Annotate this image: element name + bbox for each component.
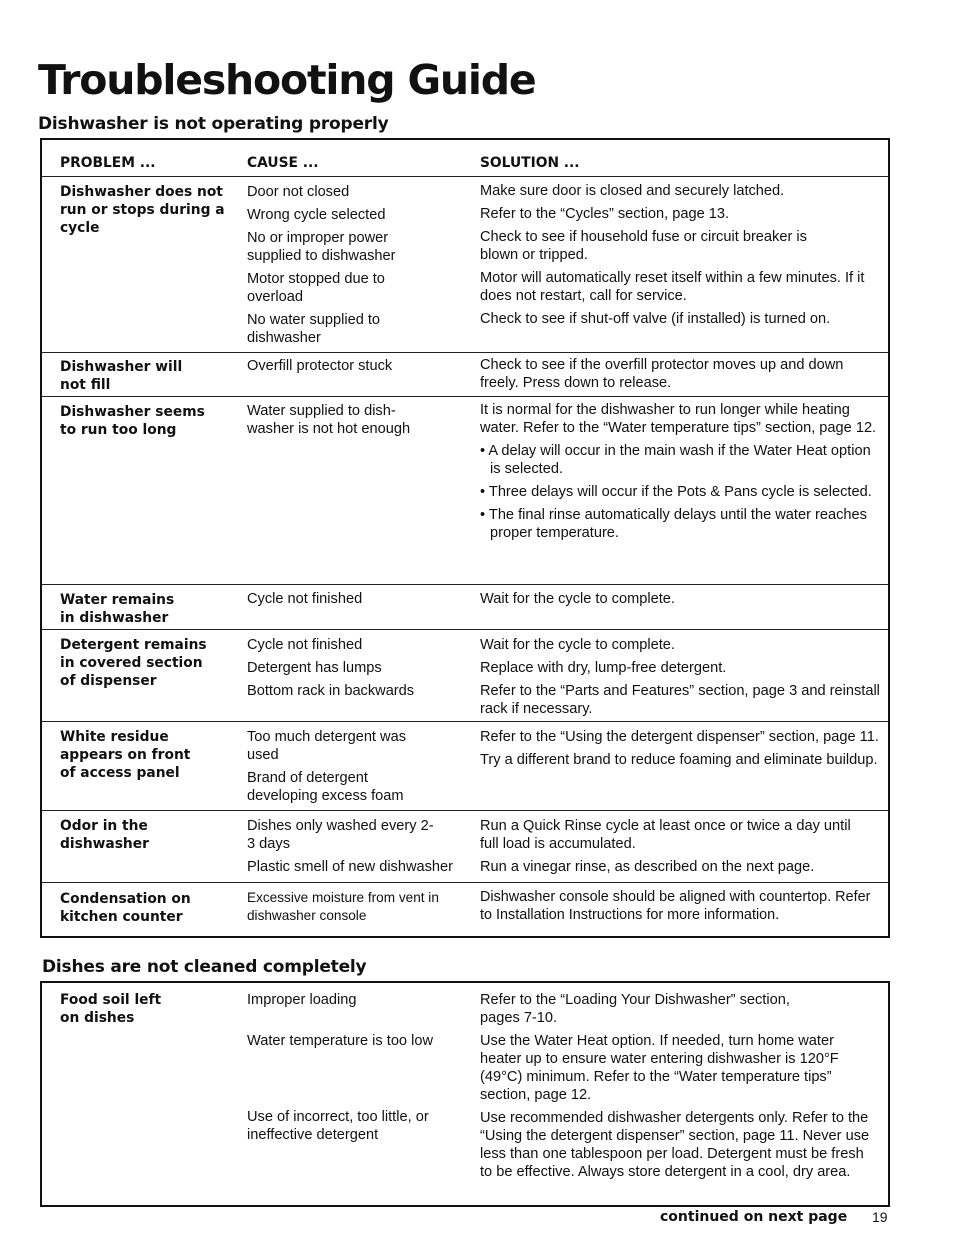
cause-item: Use of incorrect, too little, or ineffective detergent — [247, 1109, 429, 1143]
solution-item: Refer to the “Cycles” section, page 13. — [480, 206, 730, 222]
problem-text: Dishwasher does not run or stops during a cycle — [60, 184, 225, 236]
solution-bullet: • A delay will occur in the main wash if the Water Heat option is selected. — [480, 443, 871, 477]
cause-item: Brand of detergent developing excess foam — [247, 770, 404, 804]
solution-list — [480, 728, 880, 774]
table-row — [42, 721, 888, 810]
solution-list — [480, 182, 880, 333]
cause-list — [247, 991, 472, 1144]
solution-item: Check to see if the overfill protector moves up and down freely. Press down to release. — [480, 357, 844, 391]
problem-text: Dishwasher seems to run too long — [60, 404, 205, 438]
continued-note: continued on next page — [660, 1209, 848, 1225]
table-row — [42, 983, 888, 1203]
solution-item: Run a vinegar rinse, as described on the next page. — [480, 859, 815, 875]
solution-item: Wait for the cycle to complete. — [480, 591, 675, 607]
solution-item: Motor will automatically reset itself within a few minutes. If it does not restart, call for service. — [480, 270, 865, 304]
table-header-row — [42, 154, 888, 178]
header-solution: SOLUTION ... — [480, 155, 580, 171]
cause-item: Bottom rack in backwards — [247, 683, 415, 699]
cause-item: Cycle not finished — [247, 637, 363, 653]
cause-item: Too much detergent was used — [247, 729, 406, 763]
page-number: 19 — [872, 1209, 888, 1225]
solution-item: Replace with dry, lump-free detergent. — [480, 660, 727, 676]
cause-item: Cycle not finished — [247, 591, 363, 607]
solution-item: Make sure door is closed and securely latched. — [480, 183, 785, 199]
problem-text: Food soil left on dishes — [60, 992, 162, 1026]
solution-item: Use the Water Heat option. If needed, turn home water heater up to ensure water entering dishwasher is 120°F (49°C) minimum. Refer to the “Water temperature tips” section, page 12. — [480, 1033, 839, 1103]
solution-list — [480, 636, 880, 723]
solution-item: Check to see if shut-off valve (if installed) is turned on. — [480, 311, 831, 327]
solution-item: Use recommended dishwasher detergents only. Refer to the “Using the detergent dispenser” section, page 11. Never use less than one tablespoon per load. Detergent must be fresh to be effective. Always store detergent in a cool, dry area. — [480, 1110, 870, 1180]
cause-item: Water temperature is too low — [247, 1033, 434, 1049]
cause-item: Overfill protector stuck — [247, 358, 393, 374]
cause-list — [247, 636, 472, 705]
table-row — [42, 584, 888, 629]
cause-item: No water supplied to dishwasher — [247, 312, 381, 346]
solution-item: Refer to the “Using the detergent dispenser” section, page 11. — [480, 729, 879, 745]
solution-bullet: • Three delays will occur if the Pots & Pans cycle is selected. — [480, 484, 872, 500]
solution-list — [480, 817, 880, 881]
table-row — [42, 176, 888, 349]
problem-text: White residue appears on front of access panel — [60, 729, 191, 781]
cause-list — [247, 728, 422, 810]
solution-item: It is normal for the dishwasher to run longer while heating water. Refer to the “Water temperature tips” section, page 12. — [480, 402, 877, 436]
cause-list — [247, 183, 472, 352]
solution-item: Dishwasher console should be aligned with countertop. Refer to Installation Instructions for more information. — [480, 889, 871, 923]
solution-item: Wait for the cycle to complete. — [480, 637, 675, 653]
table-row — [42, 629, 888, 722]
solution-bullet: • The final rinse automatically delays until the water reaches proper temperature. — [480, 507, 867, 541]
solution-item: Run a Quick Rinse cycle at least once or twice a day until full load is accumulated. — [480, 818, 851, 852]
problem-text: Dishwasher will not fill — [60, 359, 183, 393]
solution-item: Refer to the “Loading Your Dishwasher” section, pages 7-10. — [480, 992, 790, 1026]
cause-item: No or improper power supplied to dishwasher — [247, 230, 396, 264]
cause-item: Water supplied to dish-washer is not hot enough — [247, 403, 411, 437]
header-problem: PROBLEM ... — [60, 155, 156, 171]
table-row — [42, 352, 888, 395]
table-row — [42, 810, 888, 881]
cause-item: Wrong cycle selected — [247, 207, 386, 223]
solution-item: Refer to the “Parts and Features” section, page 3 and reinstall rack if necessary. — [480, 683, 880, 717]
cause-list — [247, 817, 472, 881]
solution-list — [480, 991, 875, 1186]
table-row — [42, 882, 888, 937]
section-heading-not-cleaned: Dishes are not cleaned completely — [42, 957, 367, 977]
problem-text: Detergent remains in covered section of dispenser — [60, 637, 207, 689]
section-heading-not-operating: Dishwasher is not operating properly — [38, 114, 389, 134]
header-cause: CAUSE ... — [247, 155, 319, 171]
problem-text: Odor in the dishwasher — [60, 818, 149, 852]
solution-item: Try a different brand to reduce foaming and eliminate buildup. — [480, 752, 878, 768]
cause-item: Excessive moisture from vent in dishwasher console — [247, 890, 439, 923]
table-row — [42, 396, 888, 583]
cause-item: Improper loading — [247, 992, 357, 1008]
cause-item: Plastic smell of new dishwasher — [247, 859, 454, 875]
problem-text: Condensation on kitchen counter — [60, 891, 191, 925]
cause-item: Door not closed — [247, 184, 350, 200]
cause-item: Dishes only washed every 2-3 days — [247, 818, 434, 852]
solution-list — [480, 401, 880, 547]
solution-item: Check to see if household fuse or circuit breaker is blown or tripped. — [480, 229, 807, 263]
cause-item: Detergent has lumps — [247, 660, 382, 676]
cause-item: Motor stopped due to overload — [247, 271, 385, 305]
problem-text: Water remains in dishwasher — [60, 592, 175, 626]
troubleshooting-table-not-operating — [40, 138, 890, 938]
troubleshooting-table-not-cleaned — [40, 981, 890, 1207]
page-title: Troubleshooting Guide — [38, 56, 536, 104]
